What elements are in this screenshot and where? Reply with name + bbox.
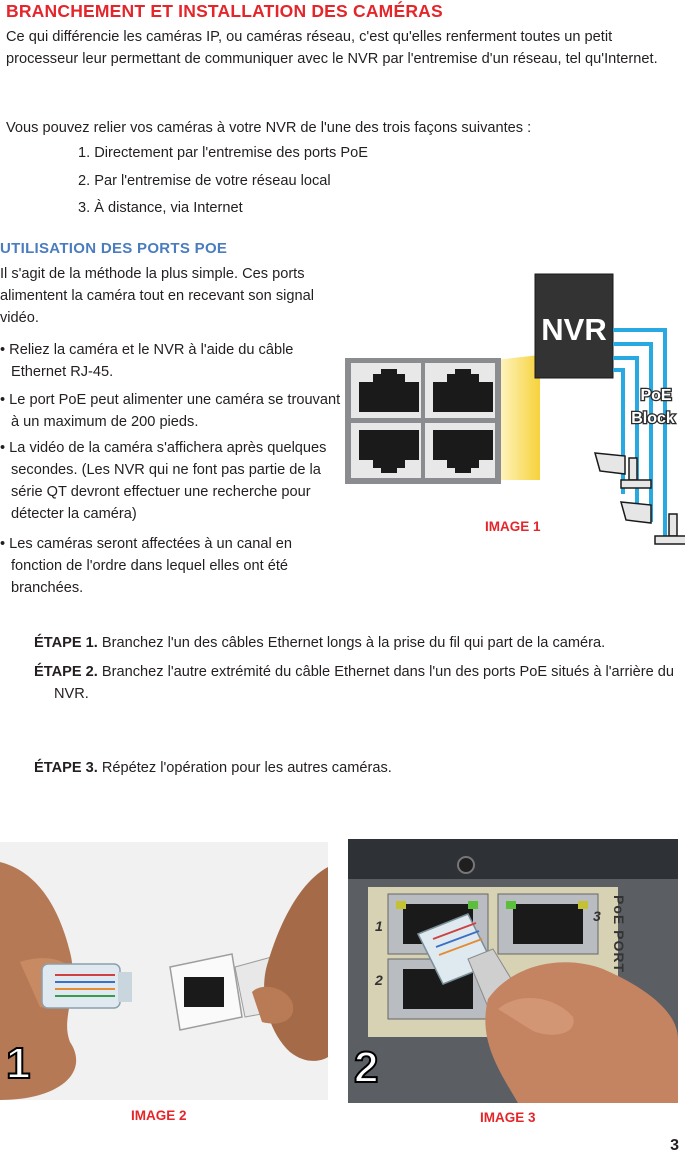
image-3-caption: IMAGE 3 xyxy=(480,1110,536,1125)
methods-intro: Vous pouvez relier vos caméras à votre NVR de l'une des trois façons suivantes : xyxy=(6,120,532,136)
port-number-label: 2 xyxy=(375,972,383,988)
camera-icon xyxy=(595,453,685,544)
method-item: 3. À distance, via Internet xyxy=(78,200,243,216)
bullet-item: • Reliez la caméra et le NVR à l'aide du câble Ethernet RJ-45. xyxy=(0,342,294,380)
poe-port-panel-label: PoE PORT xyxy=(611,895,627,974)
port-number-label: 1 xyxy=(375,918,383,934)
bullet-item: • Les caméras seront affectées à un canal en fonction de l'ordre dans lequel elles ont été branchées. xyxy=(0,536,293,596)
step-3 xyxy=(34,757,691,779)
method-item: 2. Par l'entremise de votre réseau local xyxy=(78,173,331,189)
port-number-label: 3 xyxy=(593,908,601,924)
image-2-caption: IMAGE 2 xyxy=(131,1108,187,1123)
step-1 xyxy=(34,632,691,654)
step-label: ÉTAPE 2. xyxy=(34,664,98,680)
bullet-item: • Le port PoE peut alimenter une caméra se trouvant à un maximum de 200 pieds. xyxy=(0,392,341,430)
step-text: Branchez l'un des câbles Ethernet longs à la prise du fil qui part de la caméra. xyxy=(97,635,606,651)
step-label: ÉTAPE 1. xyxy=(34,635,98,651)
photo-number: 2 xyxy=(354,1043,379,1092)
port-highlight-beam xyxy=(495,355,540,480)
step-text: Répétez l'opération pour les autres caméras. xyxy=(97,760,392,776)
image-1-caption: IMAGE 1 xyxy=(485,519,541,534)
step-label: ÉTAPE 3. xyxy=(34,760,98,776)
block-label: Block xyxy=(631,410,675,427)
poe-lead-paragraph: Il s'agit de la méthode la plus simple. Ces ports alimentent la caméra tout en recevant son signal vidéo. xyxy=(0,266,314,326)
step-2 xyxy=(34,661,691,705)
page-number: 3 xyxy=(670,1137,679,1154)
poe-label: PoE xyxy=(640,387,672,404)
photo-cable-connection xyxy=(0,842,328,1100)
photo-number: 1 xyxy=(6,1039,31,1088)
photo-nvr-poe-port xyxy=(348,839,678,1103)
step-text: Branchez l'autre extrémité du câble Ethernet dans l'un des ports PoE situés à l'arrière du NVR. xyxy=(54,664,675,702)
intro-paragraph: Ce qui différencie les caméras IP, ou caméras réseau, c'est qu'elles renferment toutes un petit processeur leur permettant de communiquer avec le NVR par l'entremise d'un réseau, tel qu'Internet. xyxy=(6,29,658,67)
section-heading-poe: UTILISATION DES PORTS POE xyxy=(0,240,228,257)
bullet-item: • La vidéo de la caméra s'affichera après quelques secondes. (Les NVR qui ne font pas partie de la série QT devront effectuer une recherche pour détecter la caméra) xyxy=(0,440,327,522)
nvr-label: NVR xyxy=(541,312,607,347)
nvr-poe-diagram xyxy=(345,270,685,560)
method-item: 1. Directement par l'entremise des ports PoE xyxy=(78,145,368,161)
page-title: BRANCHEMENT ET INSTALLATION DES CAMÉRAS xyxy=(6,1,443,21)
